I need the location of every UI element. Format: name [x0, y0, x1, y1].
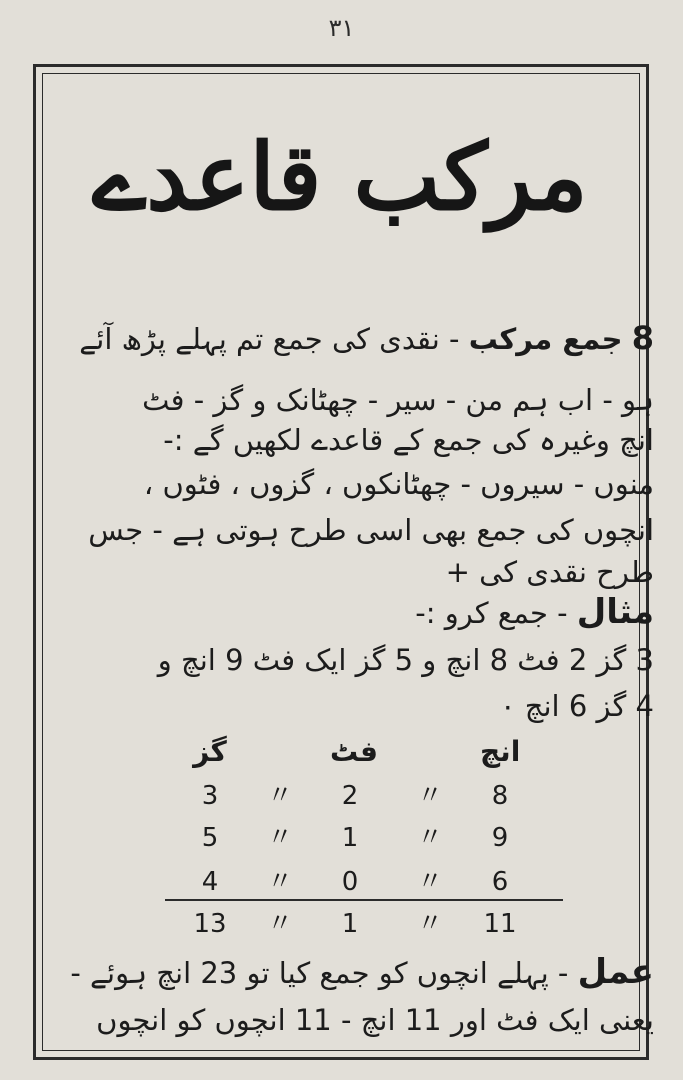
cell-gaz: 5: [201, 823, 219, 853]
ditto-mark: 〃: [266, 909, 293, 939]
intro-line-5: انچوں کی جمع بھی اسی طرح ہوتی ہے - جس: [88, 513, 654, 547]
table-row: [150, 862, 570, 902]
cell-fut: 0: [341, 867, 359, 897]
amal-heading: عمل: [577, 952, 654, 992]
problem-line-1: 3 گز 2 فٹ 8 انچ و 5 گز ایک فٹ 9 انچ و: [157, 643, 654, 677]
example-instruction: - جمع کرو :-: [415, 596, 568, 630]
total-fut: 1: [341, 909, 359, 939]
cell-gaz: 4: [201, 867, 219, 897]
page-number: ۳۱: [328, 14, 355, 42]
ditto-mark: 〃: [416, 781, 443, 811]
intro-line-6: طرح نقدی کی +: [445, 555, 654, 589]
section-number: 8: [631, 319, 654, 357]
ditto-mark: 〃: [416, 909, 443, 939]
table-row: [150, 818, 570, 858]
total-inch: 11: [483, 909, 517, 939]
ditto-mark: 〃: [416, 867, 443, 897]
amal-text: - پہلے انچوں کو جمع کیا تو 23 انچ ہوئے -: [70, 956, 569, 990]
amal-line-1: [62, 952, 654, 993]
cell-fut: 1: [341, 823, 359, 853]
sum-line: [165, 899, 563, 901]
intro-line-2: ہو - اب ہم من - سیر - چھٹانک و گز - فٹ: [142, 383, 654, 417]
amal-line-2: یعنی ایک فٹ اور 11 انچ - 11 انچوں کو انچوں: [96, 1003, 654, 1037]
cell-gaz: 3: [201, 781, 219, 811]
header-fut: فٹ: [330, 735, 378, 768]
problem-line-2: 4 گز 6 انچ ٠: [499, 689, 654, 723]
table-row: [150, 776, 570, 816]
section-heading: جمع مرکب: [468, 322, 623, 356]
intro-line-4: منوں - سیروں - چھٹانکوں ، گزوں ، فٹوں ،: [143, 467, 654, 501]
cell-inch: 9: [491, 823, 509, 853]
header-gaz: گز: [193, 735, 227, 768]
header-inch: انچ: [480, 735, 521, 768]
ditto-mark: 〃: [266, 823, 293, 853]
intro-line-1: [62, 318, 654, 359]
ditto-mark: 〃: [266, 781, 293, 811]
cell-inch: 6: [491, 867, 509, 897]
cell-inch: 8: [491, 781, 509, 811]
example-heading: مثال: [576, 592, 654, 632]
cell-fut: 2: [341, 781, 359, 811]
ditto-mark: 〃: [266, 867, 293, 897]
table-header-row: [150, 732, 570, 772]
ditto-mark: 〃: [416, 823, 443, 853]
intro-line-3: انچ وغیرہ کی جمع کے قاعدے لکھیں گے :-: [163, 423, 654, 457]
table-total-row: [150, 904, 570, 944]
example-line: [62, 592, 654, 633]
intro-text: - نقدی کی جمع تم پہلے پڑھ آئے: [79, 322, 460, 356]
page-title: مرکب قاعدے: [92, 123, 588, 231]
total-gaz: 13: [193, 909, 227, 939]
